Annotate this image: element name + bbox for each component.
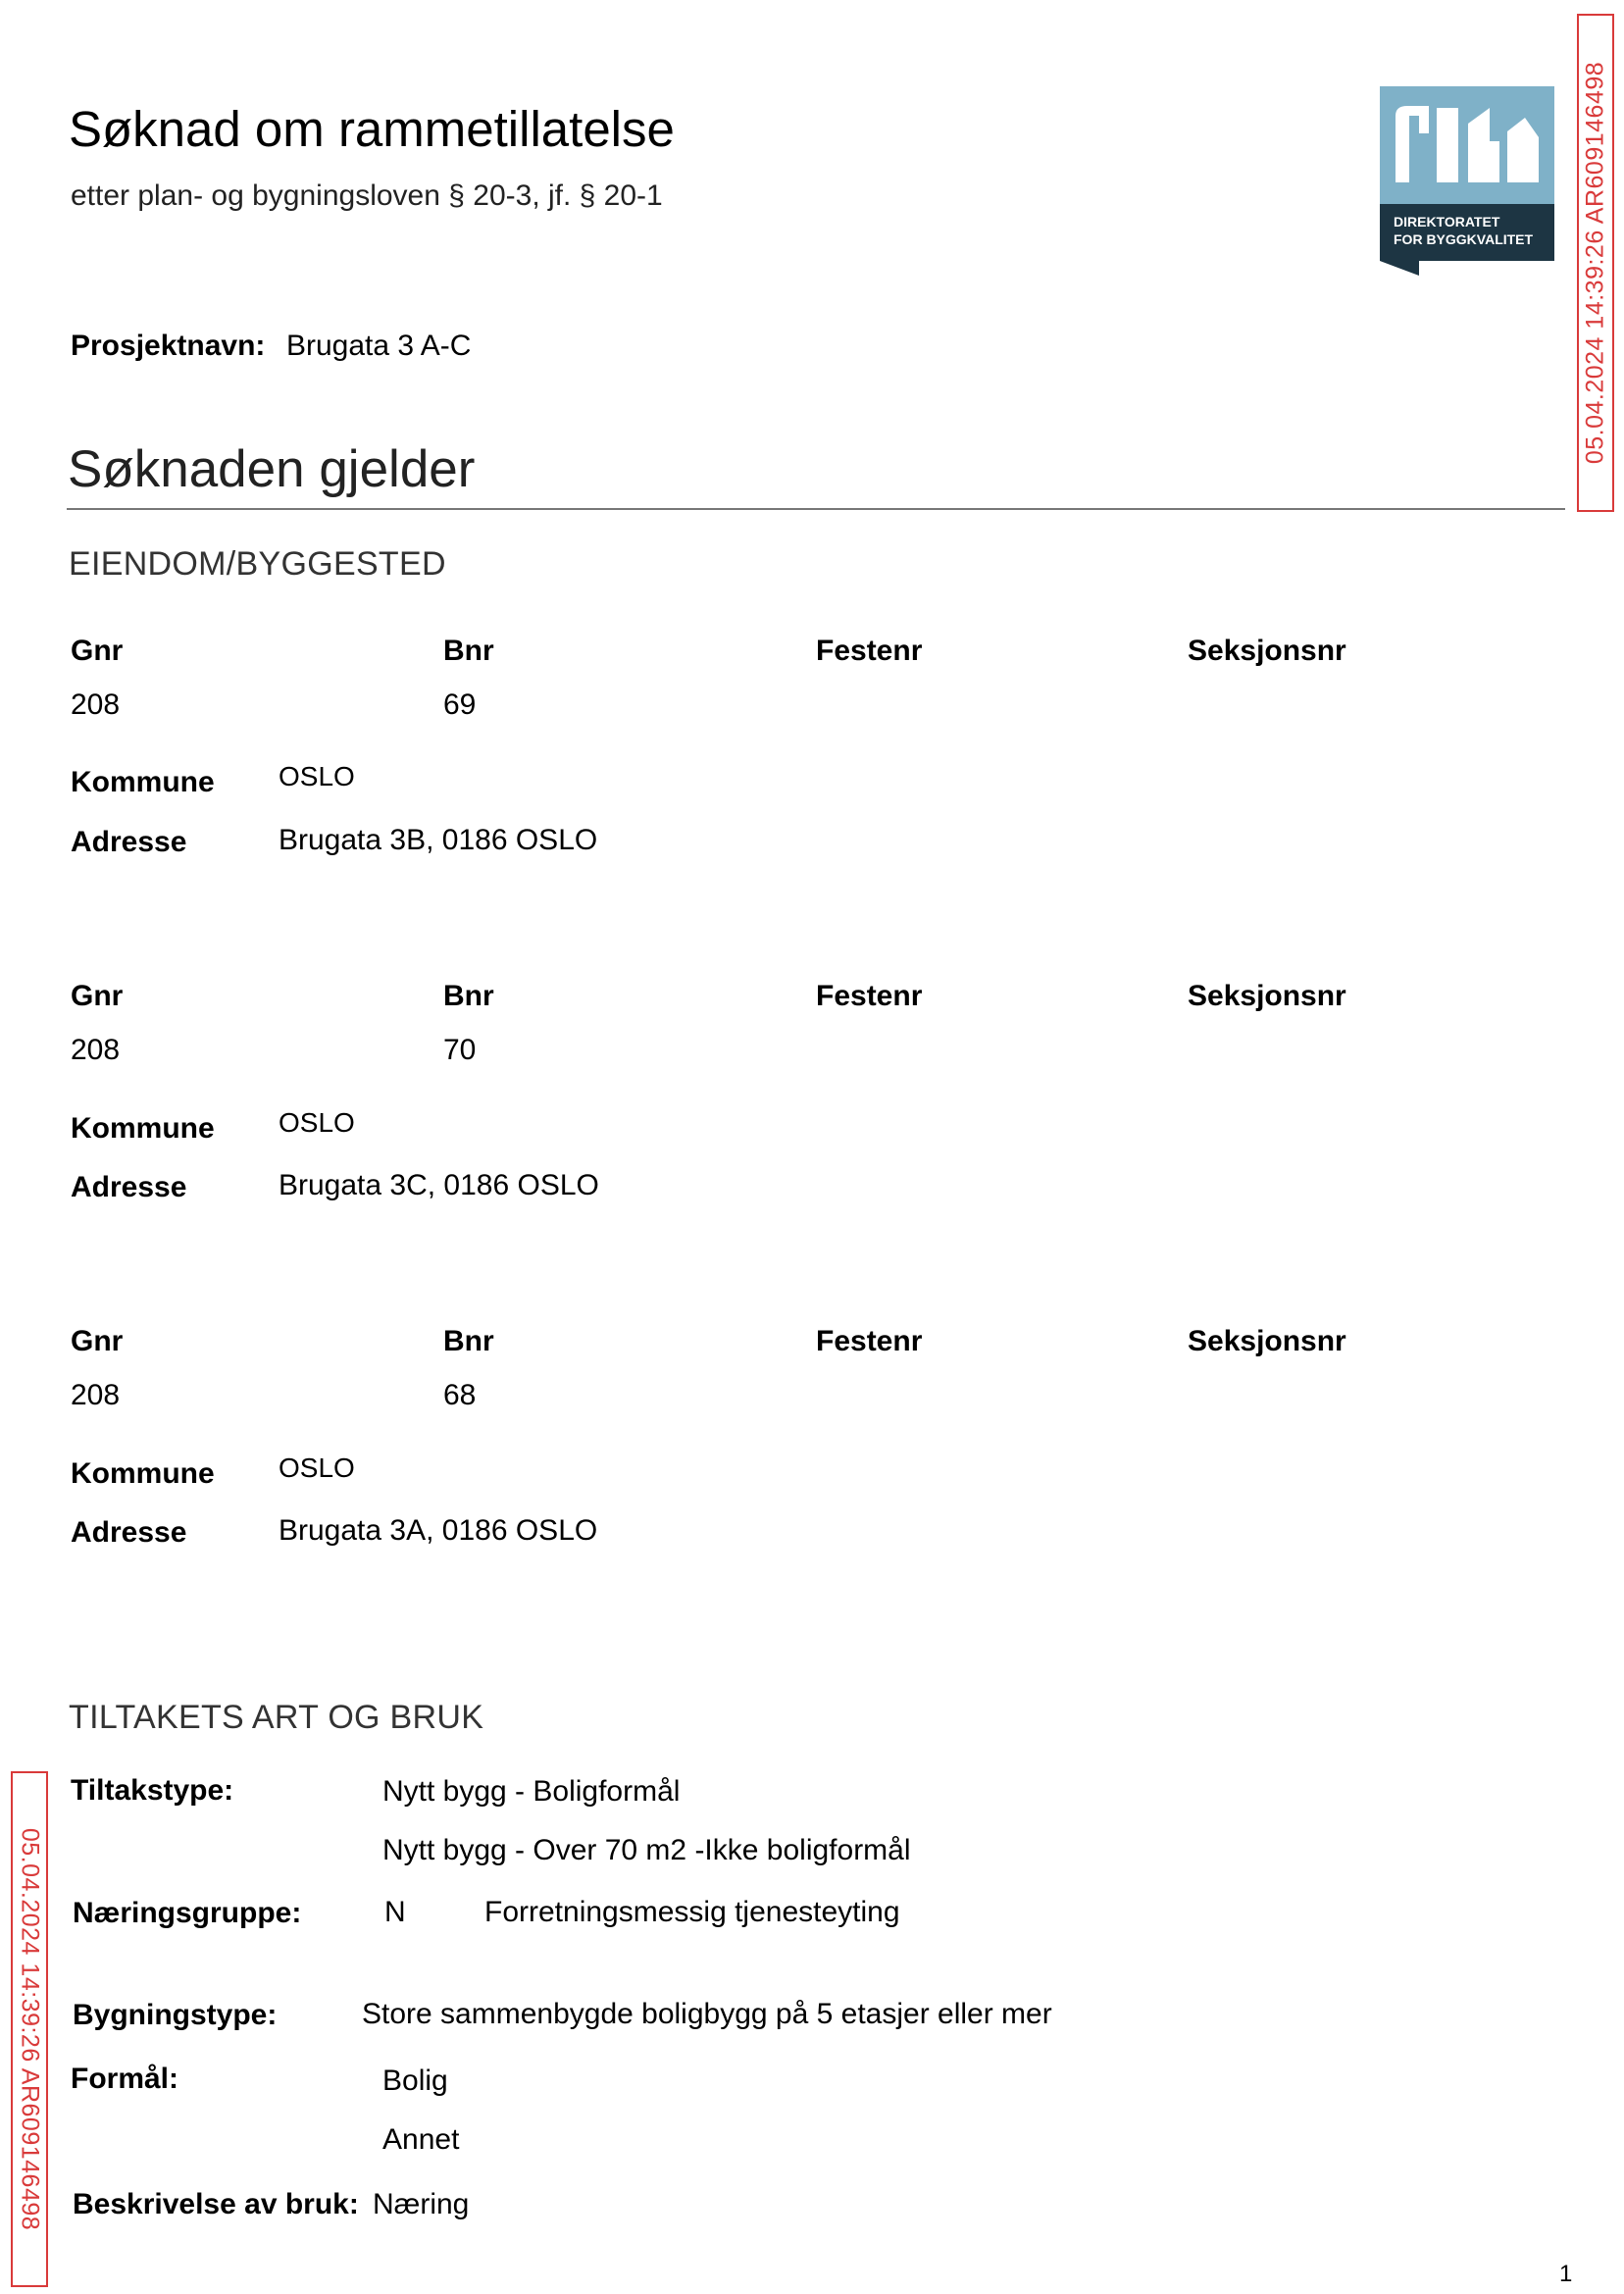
bnr-value: 68 — [443, 1379, 477, 1411]
receipt-stamp-bottom — [11, 1771, 48, 2287]
naeringsgruppe-label: Næringsgruppe: — [73, 1897, 302, 1929]
festenr-label: Festenr — [816, 635, 923, 667]
adresse-label: Adresse — [71, 1171, 187, 1203]
project-value: Brugata 3 A-C — [286, 330, 472, 362]
formal-label: Formål: — [71, 2063, 179, 2095]
section-divider — [67, 508, 1565, 510]
kommune-value: OSLO — [279, 1453, 355, 1483]
adresse-value: Brugata 3C, 0186 OSLO — [279, 1169, 599, 1201]
seksjonsnr-label: Seksjonsnr — [1188, 1325, 1346, 1357]
festenr-label: Festenr — [816, 1325, 923, 1357]
adresse-label: Adresse — [71, 1516, 187, 1549]
stamp-text: 05.04.2024 14:39:26 AR609146498 — [1581, 61, 1609, 465]
kommune-label: Kommune — [71, 1457, 215, 1490]
kommune-label: Kommune — [71, 766, 215, 798]
seksjonsnr-label: Seksjonsnr — [1188, 635, 1346, 667]
kommune-label: Kommune — [71, 1112, 215, 1145]
tiltakstype-label: Tiltakstype: — [71, 1774, 234, 1807]
bnr-label: Bnr — [443, 1325, 494, 1357]
stamp-text: 05.04.2024 14:39:26 AR609146498 — [16, 1827, 44, 2231]
page-number: 1 — [1559, 2261, 1573, 2287]
bygningstype-value: Store sammenbygde boligbygg på 5 etasjer eller mer — [362, 1998, 1052, 2030]
festenr-label: Festenr — [816, 980, 923, 1012]
logo-line2: FOR BYGGKVALITET — [1394, 231, 1534, 247]
logo-line1: DIREKTORATET — [1394, 214, 1500, 229]
bnr-label: Bnr — [443, 635, 494, 667]
tiltakstype-value: Nytt bygg - Over 70 m2 -Ikke boligformål — [382, 1834, 911, 1866]
beskrivelse-value: Næring — [373, 2188, 470, 2220]
page-subtitle: etter plan- og bygningsloven § 20-3, jf. § 20-1 — [71, 179, 663, 212]
formal-value: Bolig — [382, 2065, 448, 2097]
adresse-label: Adresse — [71, 826, 187, 858]
seksjonsnr-label: Seksjonsnr — [1188, 980, 1346, 1012]
kommune-value: OSLO — [279, 761, 355, 791]
bnr-value: 70 — [443, 1034, 477, 1066]
adresse-value: Brugata 3A, 0186 OSLO — [279, 1514, 598, 1547]
direktoratet-for-byggkvalitet-logo — [1380, 86, 1554, 276]
gnr-label: Gnr — [71, 635, 124, 667]
adresse-value: Brugata 3B, 0186 OSLO — [279, 824, 598, 856]
tiltakstype-value: Nytt bygg - Boligformål — [382, 1775, 681, 1808]
gnr-label: Gnr — [71, 980, 124, 1012]
section-title: Søknaden gjelder — [68, 440, 476, 498]
gnr-label: Gnr — [71, 1325, 124, 1357]
tiltak-heading: TILTAKETS ART OG BRUK — [69, 1699, 484, 1736]
formal-value: Annet — [382, 2123, 460, 2156]
gnr-value: 208 — [71, 688, 121, 721]
naeringsgruppe-text: Forretningsmessig tjenesteyting — [484, 1896, 900, 1928]
page-title: Søknad om rammetillatelse — [69, 101, 675, 157]
bnr-label: Bnr — [443, 980, 494, 1012]
receipt-stamp-top — [1577, 14, 1614, 512]
kommune-value: OSLO — [279, 1107, 355, 1138]
gnr-value: 208 — [71, 1034, 121, 1066]
project-label: Prosjektnavn: — [71, 330, 266, 362]
naeringsgruppe-code: N — [384, 1896, 406, 1928]
property-heading: EIENDOM/BYGGESTED — [69, 545, 446, 583]
beskrivelse-label: Beskrivelse av bruk: — [73, 2188, 359, 2220]
bygningstype-label: Bygningstype: — [73, 1999, 278, 2031]
gnr-value: 208 — [71, 1379, 121, 1411]
bnr-value: 69 — [443, 688, 477, 721]
